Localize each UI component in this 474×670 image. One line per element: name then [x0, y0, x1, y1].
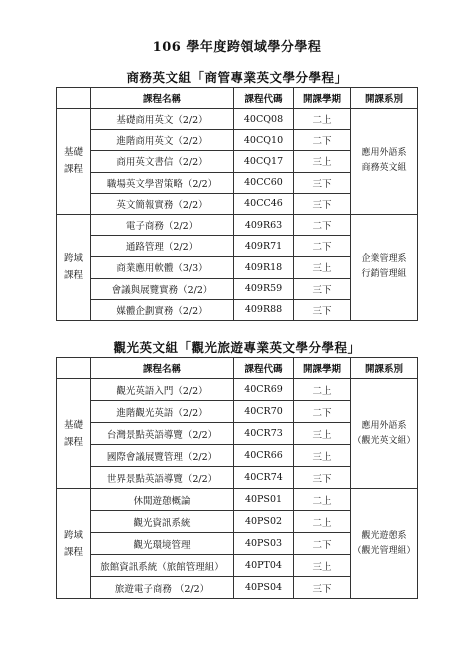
table-row — [57, 489, 418, 511]
header-blank — [57, 358, 91, 379]
term-cell: 三上 — [294, 151, 351, 172]
course-code-cell: 40PS03 — [234, 533, 294, 555]
course-name-cell: 觀光環境管理 — [91, 533, 234, 555]
group-label-cross-domain: 跨域 課程 — [57, 489, 91, 599]
course-code-cell: 40CR73 — [234, 423, 294, 445]
course-name-cell: 會議與展覽實務（2/2） — [91, 278, 234, 299]
term-cell: 二下 — [294, 401, 351, 423]
group-label-foundation: 基礎 課程 — [57, 379, 91, 489]
department-cell: 觀光遊憩系 （觀光管理組） — [351, 489, 418, 599]
term-cell: 三下 — [294, 577, 351, 599]
course-name-cell: 商業應用軟體（3/3） — [91, 257, 234, 278]
term-cell: 三下 — [294, 299, 351, 320]
header-term: 開課學期 — [294, 358, 351, 379]
course-name-cell: 旅遊電子商務 （2/2） — [91, 577, 234, 599]
course-code-cell: 409R63 — [234, 214, 294, 235]
course-name-cell: 基礎商用英文（2/2） — [91, 109, 234, 130]
course-name-cell: 商用英文書信（2/2） — [91, 151, 234, 172]
course-name-cell: 通路管理（2/2） — [91, 236, 234, 257]
course-name-cell: 旅館資訊系統（旅館管理組） — [91, 555, 234, 577]
group-label-cross-domain: 跨域 課程 — [57, 214, 91, 320]
term-cell: 三下 — [294, 193, 351, 214]
course-name-cell: 進階觀光英語（2/2） — [91, 401, 234, 423]
course-code-cell: 40PS01 — [234, 489, 294, 511]
table-row — [57, 214, 418, 235]
term-cell: 二下 — [294, 214, 351, 235]
term-cell: 三上 — [294, 423, 351, 445]
term-cell: 三下 — [294, 467, 351, 489]
document-title: 106 學年度跨領域學分學程 — [152, 40, 322, 55]
course-name-cell: 台灣景點英語導覽（2/2） — [91, 423, 234, 445]
course-code-cell: 40CC46 — [234, 193, 294, 214]
course-code-cell: 40PS02 — [234, 511, 294, 533]
term-cell: 二上 — [294, 489, 351, 511]
department-cell: 應用外語系 商務英文組 — [351, 109, 418, 215]
term-cell: 三下 — [294, 278, 351, 299]
course-code-cell: 40CQ17 — [234, 151, 294, 172]
term-cell: 二上 — [294, 511, 351, 533]
course-name-cell: 媒體企劃實務（2/2） — [91, 299, 234, 320]
table-header-row — [57, 358, 418, 379]
table-header-row — [57, 88, 418, 109]
course-code-cell: 40CR74 — [234, 467, 294, 489]
header-course-code: 課程代碼 — [234, 88, 294, 109]
course-code-cell: 40CC60 — [234, 172, 294, 193]
course-code-cell: 40PT04 — [234, 555, 294, 577]
course-code-cell: 40CQ10 — [234, 130, 294, 151]
section-title-business-english: 商務英文組「商管專業英文學分學程」 — [126, 70, 348, 85]
department-cell: 應用外語系 （觀光英文組） — [351, 379, 418, 489]
course-name-cell: 國際會議展覽管理（2/2） — [91, 445, 234, 467]
course-code-cell: 409R71 — [234, 236, 294, 257]
table-row — [57, 109, 418, 130]
course-name-cell: 電子商務（2/2） — [91, 214, 234, 235]
header-department: 開課系別 — [351, 358, 418, 379]
header-term: 開課學期 — [294, 88, 351, 109]
course-code-cell: 409R18 — [234, 257, 294, 278]
group-label-foundation: 基礎 課程 — [57, 109, 91, 215]
course-name-cell: 休閒遊憩概論 — [91, 489, 234, 511]
business-english-course-table — [56, 87, 418, 321]
course-code-cell: 409R88 — [234, 299, 294, 320]
course-name-cell: 觀光資訊系統 — [91, 511, 234, 533]
header-blank — [57, 88, 91, 109]
course-name-cell: 職場英文學習策略（2/2） — [91, 172, 234, 193]
term-cell: 二下 — [294, 533, 351, 555]
course-code-cell: 40CR66 — [234, 445, 294, 467]
course-name-cell: 觀光英語入門（2/2） — [91, 379, 234, 401]
term-cell: 三下 — [294, 172, 351, 193]
course-name-cell: 世界景點英語導覽（2/2） — [91, 467, 234, 489]
term-cell: 三上 — [294, 555, 351, 577]
header-department: 開課系別 — [351, 88, 418, 109]
header-course-name: 課程名稱 — [91, 88, 234, 109]
term-cell: 三上 — [294, 257, 351, 278]
header-course-name: 課程名稱 — [91, 358, 234, 379]
term-cell: 三上 — [294, 445, 351, 467]
course-code-cell: 40CQ08 — [234, 109, 294, 130]
term-cell: 二下 — [294, 130, 351, 151]
course-code-cell: 409R59 — [234, 278, 294, 299]
course-code-cell: 40PS04 — [234, 577, 294, 599]
term-cell: 二下 — [294, 236, 351, 257]
tourism-english-course-table — [56, 357, 418, 599]
course-name-cell: 英文簡報實務（2/2） — [91, 193, 234, 214]
section-title-tourism-english: 觀光英文組「觀光旅遊專業英文學分學程」 — [113, 340, 361, 355]
header-course-code: 課程代碼 — [234, 358, 294, 379]
department-cell: 企業管理系 行銷管理組 — [351, 214, 418, 320]
term-cell: 二上 — [294, 379, 351, 401]
course-code-cell: 40CR70 — [234, 401, 294, 423]
table-row — [57, 379, 418, 401]
term-cell: 二上 — [294, 109, 351, 130]
course-code-cell: 40CR69 — [234, 379, 294, 401]
course-name-cell: 進階商用英文（2/2） — [91, 130, 234, 151]
